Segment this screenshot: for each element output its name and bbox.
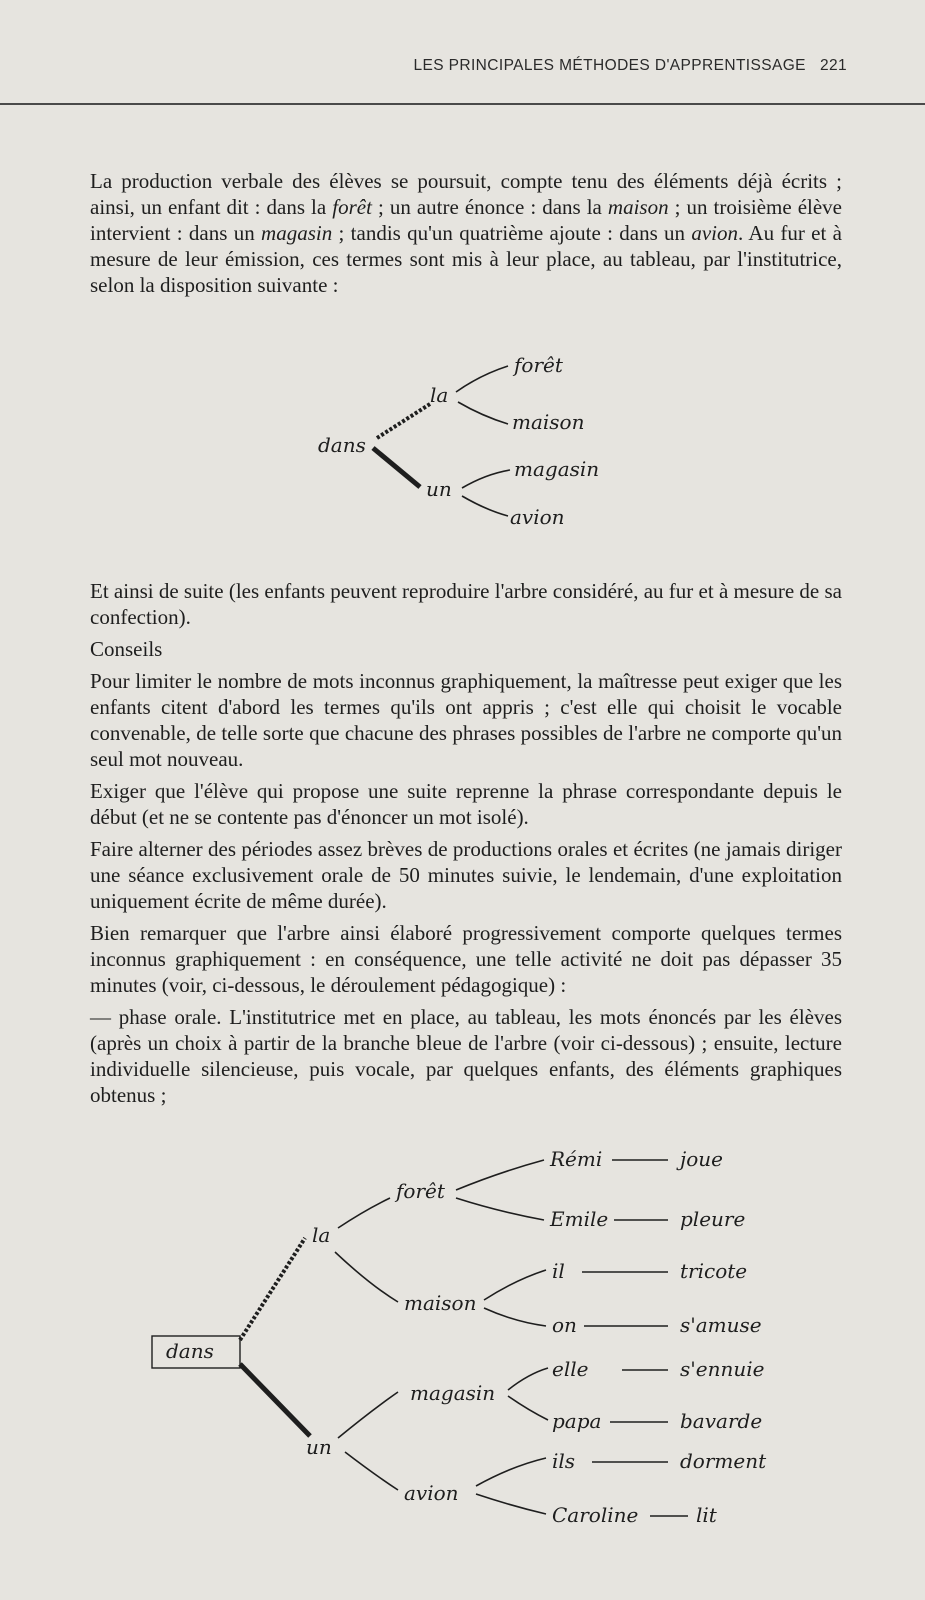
tree2-edge-magasin — [338, 1392, 398, 1438]
tree2-foret: forêt — [396, 1179, 445, 1203]
tree2-edge-elle — [508, 1368, 548, 1390]
tree2-edge-il — [484, 1270, 546, 1300]
paragraph-2: Et ainsi de suite (les enfants peuvent reproduire l'arbre considéré, au fur et à mesure de sa confection). — [90, 579, 842, 629]
tree2-subject-5: elle — [552, 1357, 589, 1381]
tree1-maison: maison — [512, 410, 585, 434]
tree2-verb-4: s'amuse — [680, 1313, 762, 1337]
header-title: LES PRINCIPALES MÉTHODES D'APPRENTISSAGE — [413, 57, 806, 74]
tree2-subject-2: Emile — [550, 1207, 609, 1231]
tree2-dashed-branch — [240, 1238, 305, 1340]
tree2-verb-2: pleure — [680, 1207, 746, 1231]
tree2-verb-1: joue — [680, 1147, 723, 1171]
tree2-verb-7: dorment — [680, 1449, 767, 1473]
p1-part-1: La production verbale des élèves se poursuit, compte tenu des éléments déjà écrits ; ainsi, un enfant dit : dans la — [90, 169, 842, 219]
p1-word-maison: maison — [607, 195, 669, 219]
p1-word-avion: avion — [691, 221, 739, 245]
tree2-magasin: magasin — [410, 1381, 496, 1405]
tree2-verb-3: tricote — [680, 1259, 748, 1283]
tree2-un: un — [306, 1435, 332, 1459]
tree2-edge-ils — [476, 1458, 546, 1486]
p1-part-5: . Au fur et à mesure de leur émission, ces termes sont mis à leur place, au tableau, par l'institutrice, selon la disposition suivante : — [90, 221, 842, 297]
paragraph-5: Faire alterner des périodes assez brèves de productions orales et écrites (ne jamais diriger une séance exclusivement orale de 50 minutes suivie, le lendemain, d'une exploitation uniquement écrite de même durée). — [90, 837, 842, 913]
tree2-edge-remi — [456, 1160, 544, 1190]
tree2-edge-avion — [345, 1452, 398, 1490]
paragraph-7: — phase orale. L'institutrice met en place, au tableau, les mots énoncés par les élèves (après un choix à partir de la branche bleue de l'arbre (voir ci-dessous) ; ensuite, lecture individuelle silencieuse, puis vocale, par quelques enfants, des éléments graphiques obtenus ; — [90, 1005, 842, 1107]
page-number: 221 — [819, 57, 847, 74]
tree2-verb-8: lit — [696, 1503, 717, 1527]
tree2-subject-7: ils — [552, 1449, 576, 1473]
tree2-edge-emile — [456, 1198, 544, 1220]
tree1-edge-maison — [458, 402, 508, 424]
p1-word-magasin: magasin — [261, 221, 333, 245]
tree1-thick-branch — [373, 448, 420, 487]
tree1-edge-foret — [456, 366, 508, 392]
paragraph-6: Bien remarquer que l'arbre ainsi élaboré progressivement comporte quelques termes inconnus graphiquement : en conséquence, une telle activité ne doit pas dépasser 35 minutes (voir, ci-dessous, le déroulement pédagogique) : — [90, 921, 842, 997]
tree1-avion: avion — [510, 505, 565, 529]
tree2-subject-6: papa — [552, 1409, 602, 1433]
tree2-edge-on — [484, 1308, 546, 1326]
tree1-un: un — [426, 477, 452, 501]
tree1-magasin: magasin — [514, 457, 600, 481]
tree2-subject-1: Rémi — [550, 1147, 603, 1171]
tree2-verb-6: bavarde — [680, 1409, 763, 1433]
tree2-edge-caroline — [476, 1494, 546, 1514]
tree2-avion: avion — [404, 1481, 459, 1505]
tree2-subject-8: Caroline — [552, 1503, 639, 1527]
paragraph-4: Exiger que l'élève qui propose une suite reprenne la phrase correspondante depuis le début (et ne se contente pas d'énoncer un mot isolé). — [90, 779, 842, 829]
tree2-verb-5: s'ennuie — [680, 1357, 765, 1381]
tree1-root: dans — [318, 433, 366, 457]
tree2-maison: maison — [404, 1291, 477, 1315]
tree2-subject-4: on — [552, 1313, 577, 1337]
p1-word-foret: forêt — [332, 195, 372, 219]
tree2-thick-branch — [240, 1364, 310, 1436]
p1-part-2: ; un autre énonce : dans la — [371, 195, 608, 219]
tree2-la: la — [312, 1223, 331, 1247]
tree2-edge-papa — [508, 1396, 548, 1420]
p1-part-4: ; tandis qu'un quatrième ajoute : dans un — [332, 221, 692, 245]
p1-part-3: ; un troisième élève intervient : dans un — [90, 195, 843, 245]
tree2-edge-foret — [338, 1198, 390, 1228]
tree1-dashed-branch — [377, 404, 430, 438]
section-heading-conseils: Conseils — [90, 637, 163, 661]
tree2-edge-maison — [335, 1252, 398, 1302]
tree1-edge-magasin — [462, 470, 510, 488]
tree1-la: la — [430, 383, 449, 407]
tree2-subject-3: il — [552, 1259, 565, 1283]
paragraph-3: Pour limiter le nombre de mots inconnus graphiquement, la maîtresse peut exiger que les enfants citent d'abord les termes qu'ils ont appris ; c'est elle qui choisit le vocable convenable, de telle sorte que chacune des phrases possibles de l'arbre ne comporte qu'un seul mot nouveau. — [90, 669, 842, 771]
tree1-foret: forêt — [514, 353, 563, 377]
tree-1-labels — [318, 353, 599, 529]
tree-2-labels — [166, 1147, 767, 1527]
tree2-root: dans — [166, 1339, 214, 1363]
tree1-edge-avion — [462, 496, 508, 516]
